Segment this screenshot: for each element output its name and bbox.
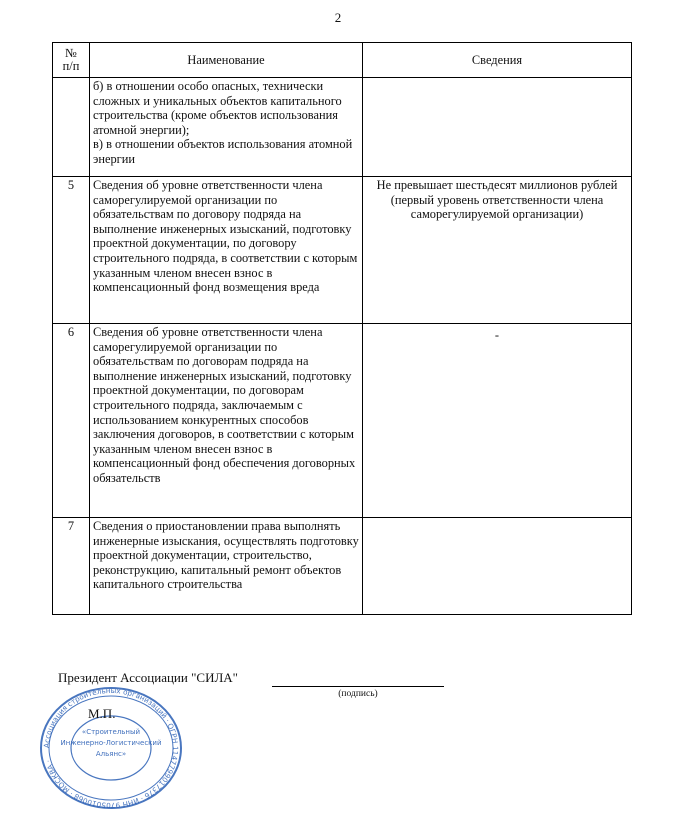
cell-num: 7 [53,518,90,615]
cell-num: 5 [53,177,90,324]
table-row [53,518,632,615]
svg-text:Ассоциация строительных органи: Ассоциация строительных организаций · ОГРН 1147799017376 · ИНН 9705010068 · МОСКВА · [41,685,181,811]
signature-caption: (подпись) [338,689,378,699]
cell-name: Сведения об уровне ответственности члена саморегулируемой организации по обязательствам по договору подряда на выполнение инженерных изысканий, подготовку проектной документации, по договору строительного подряда, в соответствии с которым указанным членом внесен взнос в компенсационный фонд возмещения вреда [90,177,363,324]
cell-num: 6 [53,324,90,518]
table-header-row [53,43,632,78]
header-info: Сведения [363,43,632,78]
cell-name: Сведения об уровне ответственности члена саморегулируемой организации по обязательствам по договорам подряда на выполнение инженерных изысканий, подготовку проектной документации, по договорам строительного подряда, заключаемым с использованием конкурентных способов заключения договоров, в соответствии с которым указанным членом внесен взнос в компенсационный фонд обеспечения договорных обязательств [90,324,363,518]
signature-line [272,686,444,687]
header-num [53,43,90,78]
svg-text:Инженерно-Логистический: Инженерно-Логистический [60,739,162,747]
cell-info [363,324,632,518]
table-row [53,324,632,518]
info-table [52,42,632,615]
cell-info-continuation [363,78,632,177]
cell-info [363,518,632,615]
cell-info: Не превышает шестьдесят миллионов рублей (первый уровень ответственности члена саморегулируемой организации) [363,177,632,324]
cell-info-dash: - [494,328,500,342]
svg-text:«Строительный: «Строительный [81,728,141,736]
cell-name-continuation [90,78,363,177]
president-label: Президент Ассоциации "СИЛА" [58,670,238,685]
header-name: Наименование [90,43,363,78]
header-num-text: № п/п [62,46,80,73]
table-row [53,177,632,324]
mp-label: М.П. [88,706,116,721]
continuation-item-v: в) в отношении объектов использования атомной энергии [93,137,353,166]
svg-text:Альянс»: Альянс» [95,750,127,758]
table-row-continuation [53,78,632,177]
cell-name: Сведения о приостановлении права выполнять инженерные изыскания, осуществлять подготовку проектной документации, строительство, реконструкцию, капитальный ремонт объектов капитального строительства [90,518,363,615]
continuation-item-b: б) в отношении особо опасных, технически сложных и уникальных объектов капитального строительства (кроме объектов использования атомной энергии); [93,79,342,137]
page-number: 2 [334,10,342,25]
organization-stamp [36,682,186,812]
cell-num-continuation [53,78,90,177]
